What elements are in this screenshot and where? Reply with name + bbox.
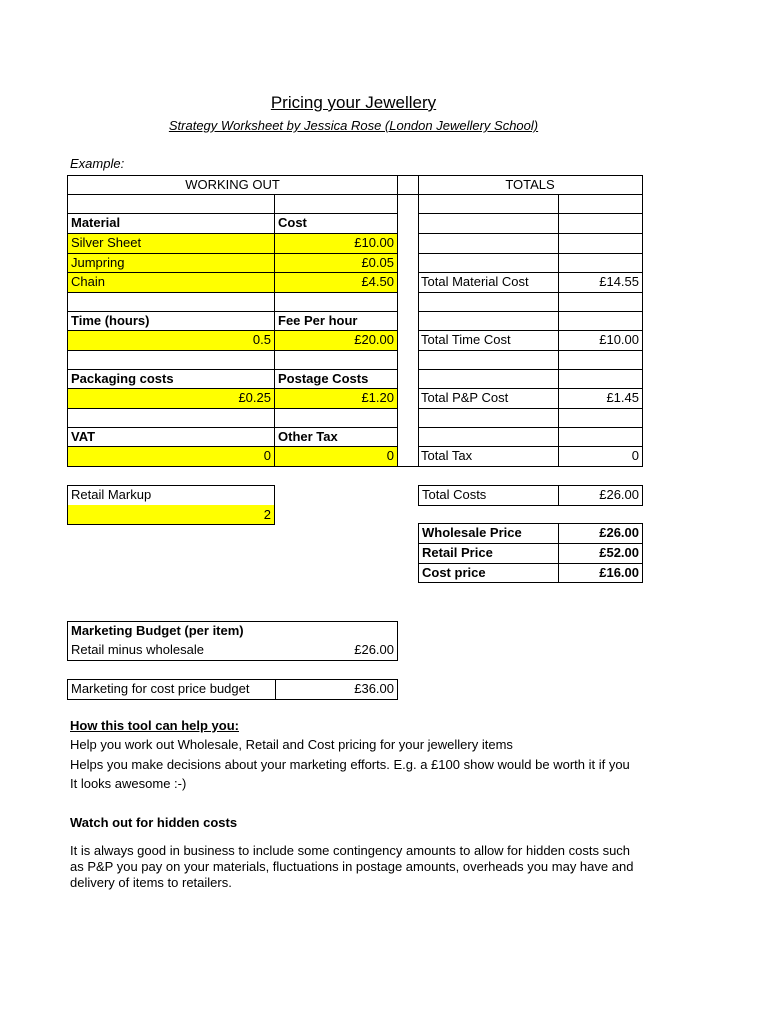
cost-price-value: £16.00	[599, 565, 639, 580]
help-line: It looks awesome :-)	[70, 776, 187, 791]
vat-label: VAT	[71, 429, 96, 444]
material-cost-cell[interactable]: £10.00	[275, 233, 397, 253]
other-tax-input[interactable]: 0	[275, 446, 397, 466]
page-subtitle: Strategy Worksheet by Jessica Rose (London Jewellery School)	[168, 118, 539, 133]
material-label: Material	[71, 215, 121, 230]
cost-label: Cost	[278, 215, 307, 230]
retail-minus-wholesale-value: £26.00	[354, 642, 394, 657]
postage-costs-label: Postage Costs	[278, 371, 369, 386]
fee-per-hour-input[interactable]: £20.00	[275, 330, 397, 350]
marketing-budget-label: Marketing Budget (per item)	[71, 623, 244, 638]
total-material-cost-label: Total Material Cost	[421, 274, 529, 289]
example-label: Example:	[70, 156, 125, 171]
vat-input[interactable]: 0	[68, 446, 274, 466]
help-heading: How this tool can help you:	[70, 718, 239, 733]
packaging-costs-label: Packaging costs	[71, 371, 174, 386]
cost-price-label: Cost price	[422, 565, 486, 580]
postage-costs-input[interactable]: £1.20	[275, 388, 397, 408]
total-costs-value: £26.00	[599, 487, 639, 502]
material-name-cell[interactable]: Jumpring	[68, 253, 274, 273]
total-costs-label: Total Costs	[422, 487, 487, 502]
total-tax-value: 0	[631, 448, 639, 463]
wholesale-price-label: Wholesale Price	[422, 525, 522, 540]
retail-minus-wholesale-label: Retail minus wholesale	[71, 642, 204, 657]
total-pp-cost-label: Total P&P Cost	[421, 390, 509, 405]
material-cost-cell[interactable]: £0.05	[275, 253, 397, 273]
material-cost-cell[interactable]: £4.50	[275, 272, 397, 292]
total-pp-cost-value: £1.45	[606, 390, 639, 405]
hidden-costs-heading: Watch out for hidden costs	[70, 815, 238, 830]
total-material-cost-value: £14.55	[599, 274, 639, 289]
total-time-cost-label: Total Time Cost	[421, 332, 511, 347]
time-hours-label: Time (hours)	[71, 313, 150, 328]
material-name-cell[interactable]: Silver Sheet	[68, 233, 274, 253]
page-title: Pricing your Jewellery	[270, 93, 437, 112]
help-line: Helps you make decisions about your marketing efforts. E.g. a £100 show would be worth it if you	[70, 757, 630, 772]
retail-price-label: Retail Price	[422, 545, 493, 560]
totals-heading: TOTALS	[505, 177, 555, 192]
working-out-heading: WORKING OUT	[185, 177, 280, 192]
other-tax-label: Other Tax	[278, 429, 338, 444]
wholesale-price-value: £26.00	[599, 525, 639, 540]
time-hours-input[interactable]: 0.5	[68, 330, 274, 350]
help-line: Help you work out Wholesale, Retail and Cost pricing for your jewellery items	[70, 737, 513, 752]
total-time-cost-value: £10.00	[599, 332, 639, 347]
fee-per-hour-label: Fee Per hour	[278, 313, 358, 328]
marketing-cost-budget-value: £36.00	[354, 681, 394, 696]
packaging-costs-input[interactable]: £0.25	[68, 388, 274, 408]
hidden-costs-paragraph: It is always good in business to include some contingency amounts to allow for hidden costs such as P&P you pay on your materials, fluctuations in postage amounts, overheads you may have and delivery of items to retailers.	[70, 843, 634, 890]
retail-price-value: £52.00	[599, 545, 639, 560]
marketing-cost-budget-label: Marketing for cost price budget	[71, 681, 250, 696]
total-tax-label: Total Tax	[421, 448, 473, 463]
retail-markup-label: Retail Markup	[71, 487, 152, 502]
material-name-cell[interactable]: Chain	[68, 272, 274, 292]
retail-markup-input[interactable]: 2	[68, 505, 274, 524]
